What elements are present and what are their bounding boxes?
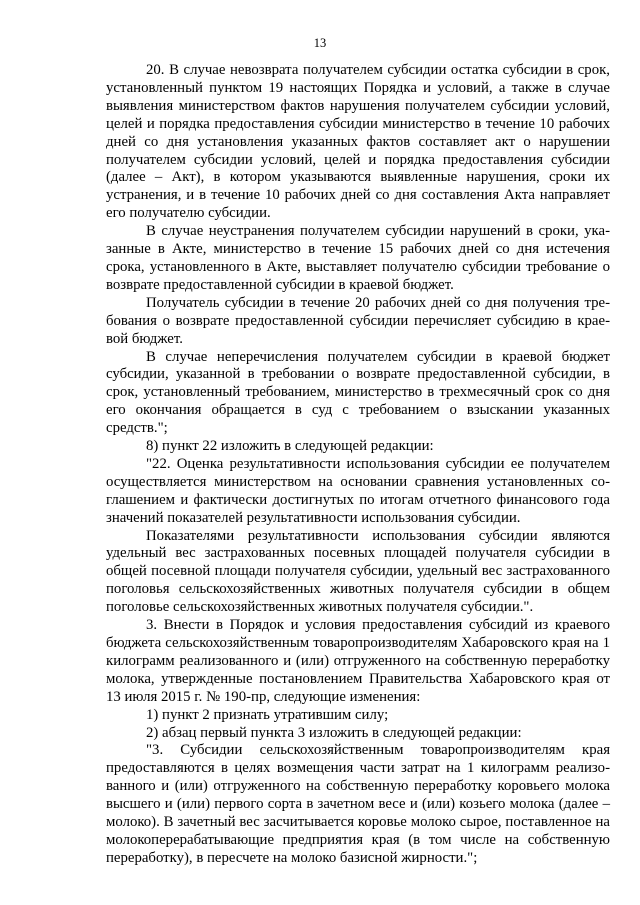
paragraph-20: 20. В случае невозврата получателем субсидии остатка субсидии в срок, установленный пунктом 19 настоящих Порядка и условий, а также в случае выявления министерством фактов нарушения получателем субсидии условий, целей и порядка предоставления субсидии министерство в течение 10 рабочих дней со дня установления указанных фактов составляет акт о нарушении получателем субсидии условий, целей и порядка предоставления субсидии (далее – Акт), в котором указываются выявленные нарушения, сроки их устранения, и в течение 10 рабочих дней со дня составления Акта направляет его получателю субсидии.	[106, 62, 610, 222]
paragraph-item-1: 1) пункт 2 признать утратившим силу;	[146, 706, 389, 723]
paragraph-item-8: 8) пункт 22 изложить в следующей редакции:	[146, 438, 434, 455]
paragraph-unremedied-violations: В случае неустранения получателем субсидии нарушений в сроки, указанные в Акте, министерство в течение 15 рабочих дней со дня истечения срока, установленного в Акте, выставляет получателю субсидии требование о возврате предоставленной субсидии в краевой бюджет.	[106, 223, 610, 293]
document-body	[106, 62, 610, 868]
paragraph-22-evaluation: "22. Оценка результативности использования субсидии ее получателем осуществляется министерством на основании сравнения установленных соглашением и фактически достигнутых по итогам отчетного финансового года значений показателей результативности использования субсидии.	[106, 455, 610, 526]
paragraph-item-2: 2) абзац первый пункта 3 изложить в следующей редакции:	[146, 724, 522, 741]
paragraph-3-subsidies: "3. Субсидии сельскохозяйственным товаропроизводителям края предоставляются в целях возмещения части затрат на 1 килограмм реализованного и (или) отгруженного на собственную переработку коровьего молока высшего и (или) первого сорта в зачетном весе и (или) козьего молока (далее – молоко). В зачетный вес засчитывается коровье молоко сырое, поставленное на молокоперерабатывающие предприятия края (в том числе на собственную переработку), в пересчете на молоко базисной жирности.";	[106, 742, 610, 866]
paragraph-indicators: Показателями результативности использования субсидии являются удельный вес застрахованных посевных площадей получателя субсидии в общей посевной площади получателя субсидии, удельный вес застрахованного поголовья сельскохозяйственных животных получателя субсидии в общем поголовье сельскохозяйственных животных получателя субсидии.".	[106, 527, 610, 616]
page-number: 13	[313, 36, 327, 50]
paragraph-court-claim: В случае неперечисления получателем субсидии в краевой бюджет субсидии, указанной в требовании о возврате предоставленной субсидии, в срок, установленный требованием, министерство в трехмесячный срок со дня его окончания обращается в суд с требованием о взыскании указанных средств.";	[106, 348, 610, 437]
paragraph-3-amendments: 3. Внести в Порядок и условия предоставления субсидий из краевого бюджета сельскохозяйственным товаропроизводителям Хабаровского края на 1 килограмм реализованного и (или) отгруженного на собственную переработку молока, утвержденные постановлением Правительства Хабаровского края от 13 июля 2015 г. № 190-пр, следующие изменения:	[106, 617, 610, 705]
paragraph-refund-term: Получатель субсидии в течение 20 рабочих дней со дня получения требования о возврате предоставленной субсидии перечисляет субсидию в краевой бюджет.	[106, 294, 610, 347]
